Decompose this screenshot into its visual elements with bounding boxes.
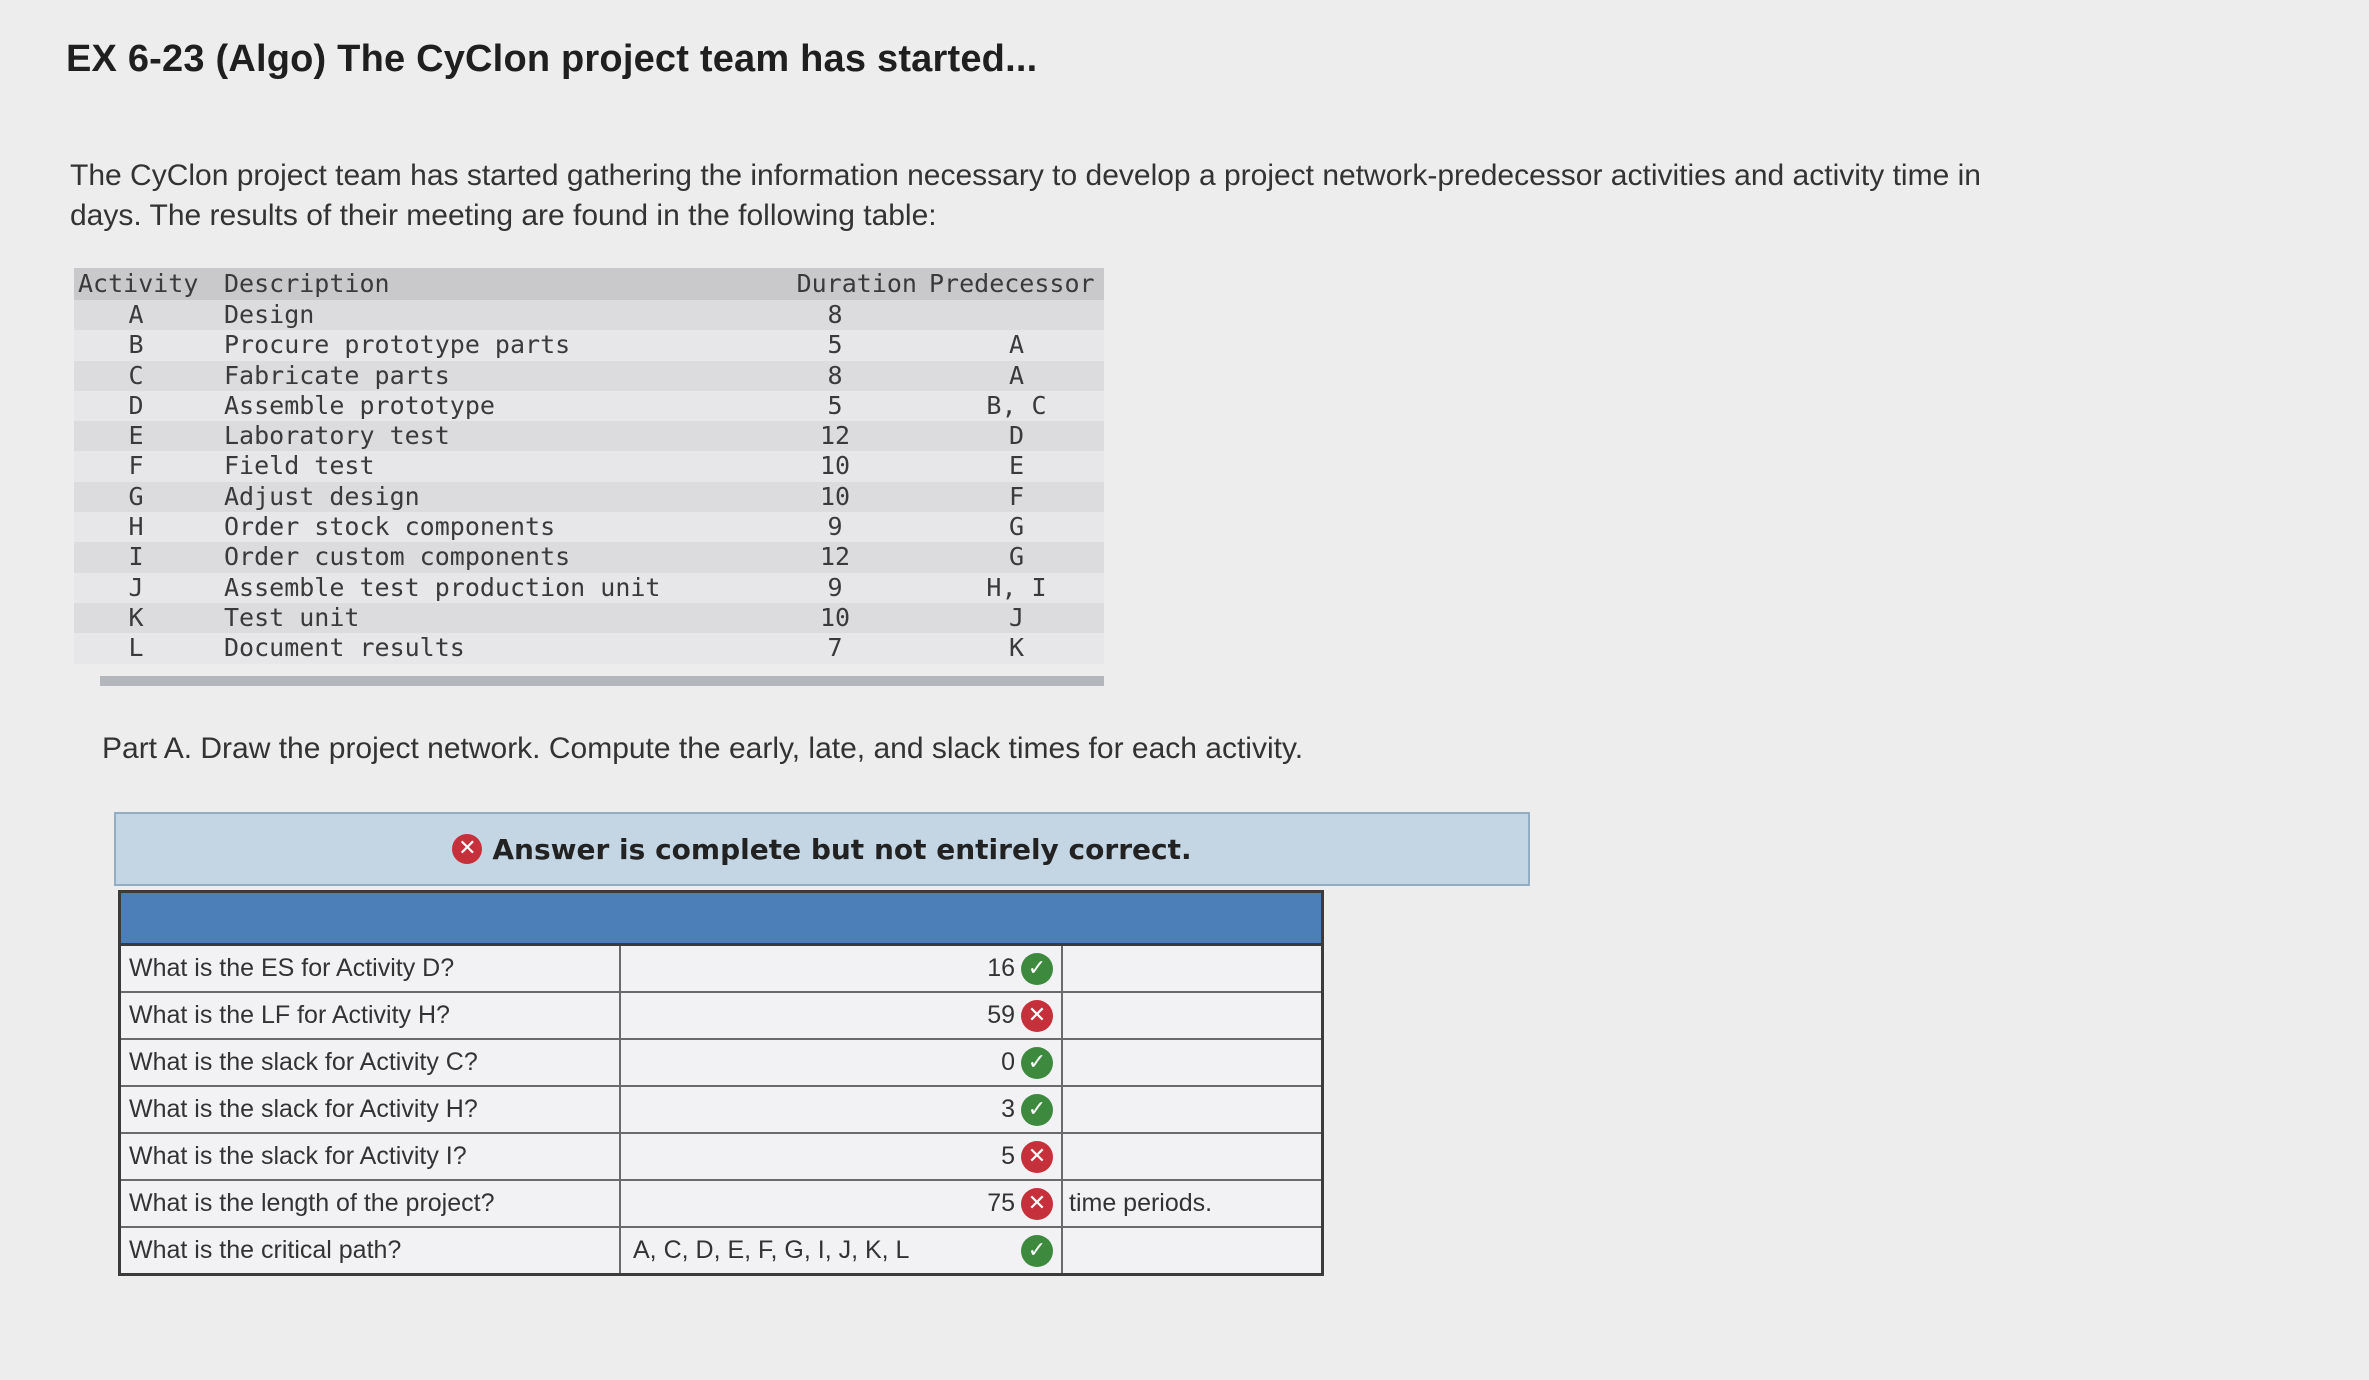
- activity-cell: D: [128, 390, 144, 420]
- predecessor-cell: B, C: [986, 390, 1047, 420]
- description-cell: Assemble test production unit: [224, 572, 661, 602]
- answer-value: 16: [987, 954, 1015, 982]
- activity-table: [74, 268, 1104, 686]
- question-cell: What is the length of the project?: [121, 1181, 621, 1226]
- answer-value: 5: [1001, 1142, 1015, 1170]
- duration-cell: 5: [827, 330, 843, 360]
- activity-row: [74, 482, 1104, 512]
- answer-field[interactable]: [621, 946, 1063, 991]
- activity-row: [74, 633, 1104, 663]
- answer-row: [121, 993, 1321, 1040]
- answer-status-text: Answer is complete but not entirely correct.: [492, 832, 1192, 866]
- activity-row: [74, 603, 1104, 633]
- answer-value: 59: [987, 1001, 1015, 1029]
- activity-row: [74, 330, 1104, 360]
- activity-row: [74, 300, 1104, 330]
- header-description: Description: [224, 269, 390, 298]
- activity-cell: A: [128, 300, 144, 329]
- duration-cell: 8: [827, 360, 843, 390]
- header-duration: Duration: [796, 269, 917, 298]
- description-cell: Document results: [224, 633, 465, 663]
- duration-cell: 12: [819, 542, 851, 572]
- description-cell: Laboratory test: [224, 421, 450, 451]
- x-circle-icon: ✕: [1021, 1000, 1053, 1032]
- answer-field[interactable]: [621, 1181, 1063, 1226]
- activity-cell: L: [128, 633, 144, 663]
- check-circle-icon: ✓: [1021, 953, 1053, 985]
- answer-row: [121, 1181, 1321, 1228]
- answer-value: 3: [1001, 1095, 1015, 1123]
- predecessor-cell: E: [1008, 451, 1025, 481]
- x-circle-icon: ✕: [452, 834, 482, 864]
- description-cell: Order stock components: [224, 512, 556, 542]
- question-cell: What is the ES for Activity D?: [121, 946, 621, 991]
- duration-cell: 5: [827, 390, 843, 420]
- activity-cell: J: [128, 572, 144, 602]
- description-cell: Fabricate parts: [224, 360, 450, 390]
- activity-row: [74, 451, 1104, 481]
- check-circle-icon: ✓: [1021, 1094, 1053, 1126]
- answer-field[interactable]: [621, 993, 1063, 1038]
- answer-row: [121, 1087, 1321, 1134]
- unit-cell: [1063, 1040, 1321, 1085]
- answer-field[interactable]: [621, 1134, 1063, 1179]
- activity-cell: B: [128, 330, 144, 360]
- question-cell: What is the LF for Activity H?: [121, 993, 621, 1038]
- answer-row: [121, 1040, 1321, 1087]
- answer-table-body: [121, 946, 1321, 1273]
- header-predecessor: Predecessor: [929, 269, 1095, 298]
- activity-row: [74, 391, 1104, 421]
- duration-cell: 9: [827, 512, 843, 542]
- answer-field[interactable]: [621, 1040, 1063, 1085]
- x-circle-icon: ✕: [1021, 1141, 1053, 1173]
- duration-cell: 12: [819, 421, 851, 451]
- question-cell: What is the slack for Activity C?: [121, 1040, 621, 1085]
- predecessor-cell: G: [1008, 512, 1025, 542]
- answer-table: [118, 890, 1324, 1276]
- activity-row: [74, 573, 1104, 603]
- answer-row: [121, 1228, 1321, 1273]
- predecessor-cell: J: [1008, 602, 1025, 632]
- predecessor-cell: A: [1008, 330, 1025, 360]
- answer-row: [121, 1134, 1321, 1181]
- answer-field[interactable]: [621, 1228, 1063, 1273]
- activity-cell: G: [128, 481, 144, 511]
- duration-cell: 9: [827, 572, 843, 602]
- unit-cell: [1063, 1134, 1321, 1179]
- check-circle-icon: ✓: [1021, 1235, 1053, 1267]
- description-cell: Procure prototype parts: [224, 330, 571, 360]
- activity-cell: K: [128, 602, 144, 632]
- question-cell: What is the critical path?: [121, 1228, 621, 1273]
- duration-cell: 8: [827, 300, 843, 329]
- activity-cell: I: [128, 542, 144, 572]
- predecessor-cell: D: [1008, 421, 1025, 451]
- predecessor-cell: F: [1008, 481, 1025, 511]
- answer-value: A, C, D, E, F, G, I, J, K, L: [633, 1236, 910, 1264]
- problem-intro: The CyClon project team has started gathering the information necessary to develop a project network-predecessor activities and activity time in days. The results of their meeting are found in the following table:: [70, 159, 1981, 232]
- description-cell: Test unit: [224, 602, 360, 632]
- predecessor-cell: [929, 300, 1104, 330]
- activity-cell: C: [128, 360, 144, 390]
- part-a-instruction: Part A. Draw the project network. Compute the early, late, and slack times for each activity.: [102, 732, 1304, 765]
- x-circle-icon: ✕: [1021, 1188, 1053, 1220]
- answer-status-banner: [114, 812, 1530, 886]
- check-circle-icon: ✓: [1021, 1047, 1053, 1079]
- unit-cell: [1063, 993, 1321, 1038]
- page-title: EX 6-23 (Algo) The CyClon project team has started...: [66, 38, 1038, 80]
- activity-row: [74, 361, 1104, 391]
- question-cell: What is the slack for Activity I?: [121, 1134, 621, 1179]
- unit-cell: [1063, 1087, 1321, 1132]
- activity-row: [74, 542, 1104, 572]
- answer-table-header: [121, 893, 1321, 946]
- answer-row: [121, 946, 1321, 993]
- predecessor-cell: K: [1008, 633, 1025, 663]
- unit-cell: [1063, 1228, 1321, 1273]
- duration-cell: 7: [827, 633, 843, 663]
- predecessor-cell: H, I: [986, 572, 1047, 602]
- duration-cell: 10: [819, 451, 851, 481]
- unit-cell: time periods.: [1069, 1189, 1213, 1217]
- answer-value: 75: [987, 1189, 1015, 1217]
- activity-row: [74, 421, 1104, 451]
- unit-cell: [1063, 946, 1321, 991]
- header-activity: Activity: [78, 269, 199, 298]
- activity-cell: F: [128, 451, 144, 481]
- duration-cell: 10: [819, 481, 851, 511]
- description-cell: Adjust design: [224, 481, 420, 511]
- activity-table-body: [74, 300, 1104, 664]
- description-cell: Assemble prototype: [224, 390, 495, 420]
- question-cell: What is the slack for Activity H?: [121, 1087, 621, 1132]
- description-cell: Design: [224, 300, 315, 329]
- predecessor-cell: A: [1008, 360, 1025, 390]
- activity-row: [74, 512, 1104, 542]
- answer-value: 0: [1001, 1048, 1015, 1076]
- description-cell: Field test: [224, 451, 375, 481]
- activity-table-header: [74, 268, 1104, 300]
- activity-cell: H: [128, 512, 144, 542]
- description-cell: Order custom components: [224, 542, 571, 572]
- answer-field[interactable]: [621, 1087, 1063, 1132]
- predecessor-cell: G: [1008, 542, 1025, 572]
- table-divider: [100, 676, 1104, 686]
- duration-cell: 10: [819, 602, 851, 632]
- activity-cell: E: [128, 421, 144, 451]
